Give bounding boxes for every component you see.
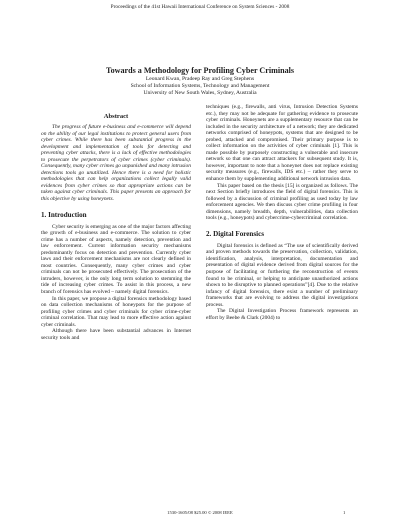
- forensics-paragraph-2: The Digital Investigation Process framework represents an effort by Beebe & Clark (2004) to: [206, 308, 358, 321]
- intro-paragraph-1: Cyber security is emerging as one of the major factors affecting the growth of e-business and e-commerce. The solution to cyber crime has a number of aspects, namely detection, prevention and law enforcement. Current information security mechanisms predominantly focus on detection and prevention. Currently cyber laws and their enforcement mechanisms are not clearly defined in most countries. Consequently, many cyber crimes and cyber criminals can not be prosecuted effectively. The prosecution of the intruders, however, is the only long term solution to stemming the tide of increasing cyber crimes. To assist in this process, a new branch of forensics has evolved – namely digital forensics.: [41, 223, 191, 296]
- paper-authors: Leonard Kwan, Pradeep Ray and Greg Stephens: [145, 76, 255, 82]
- paper-university: University of New South Wales, Sydney, Australia: [143, 90, 257, 97]
- running-header: Proceedings of the 41st Hawaii International Conference on System Sciences - 2008: [110, 4, 290, 10]
- forensics-paragraph-1: Digital forensics is defined as “The use of scientifically derived and proven methods towards the preservation, collection, validation, identification, analysis, interpretation, documentation and presentation of digital evidence derived from digital sources for the purpose of facilitating or furthering the reconstruction of events found to be criminal, or helping to anticipate unauthorized actions shown to be disruptive to planned operations”[4]. Due to the relative infancy of digital forensics, there exist a number of preliminary frameworks that are evolving to address the digital investigations process.: [206, 242, 358, 308]
- intro-paragraph-3-start: Although there have been substantial advances in Internet security tools and: [41, 328, 191, 341]
- abstract: [41, 124, 191, 203]
- footer-isbn: 1530-1605/08 $25.00 © 2008 IEEE: [167, 510, 233, 515]
- abstract-heading: Abstract: [103, 113, 129, 120]
- right-column: [206, 104, 358, 321]
- title-block: [40, 66, 360, 98]
- page-number: 1: [343, 510, 346, 515]
- section-heading-introduction: 1. Introduction: [41, 210, 87, 219]
- left-column: [41, 113, 191, 341]
- paper-title: Towards a Methodology for Profiling Cyber Criminals: [105, 66, 295, 75]
- intro-paragraph-2: In this paper, we propose a digital forensics methodology based on data collection mechanisms of honeypots for the purpose of profiling cyber crimes and cyber criminals for cyber crime-cyber criminal correlation. That may lead to more effective action against cyber criminals.: [41, 295, 191, 328]
- paper-affiliation: School of Information Systems, Technology and Management: [130, 83, 270, 90]
- intro-paragraph-4: This paper based on the thesis [15] is organized as follows. The next Section briefly introduces the field of digital forensics. This is followed by a discussion of criminal profiling as used today by law enforcement agencies. We then discuss cyber crime profiling in four dimensions, namely breadth, depth, vulnerabilities, data collection tools (e.g., honeypots) and cybercrime-cybercriminal correlation.: [206, 182, 358, 222]
- section-heading-digital-forensics: 2. Digital Forensics: [206, 229, 264, 238]
- intro-paragraph-3-continued: techniques (e.g., firewalls, anti virus, Intrusion Detection Systems etc.), they may not be adequate for gathering evidence to prosecute cyber criminals. Honeynets are a supplementary resource that can be included in the security architecture of a network; they are dedicated networks comprised of honeypots, systems that are designed to be probed, attacked and compromised. Their primary purpose is to collect information on the activities of cyber criminals [1]. This is made possible by purposely constructing a vulnerable and insecure network so that one can attract attackers for subsequent study. It is, however, important to note that a honeynet does not replace existing security measures (e.g., firewalls, IDS etc.) – rather they serve to enhance them by supplementing additional network intrusion data.: [206, 104, 358, 183]
- abstract-text: The progress of future e-business and e-commerce will depend on the ability of our legal institutions to protect general users from cyber crimes. While there has been substantial progress in the development and implementation of tools for detecting and preventing cyber attacks, there is a lack of effective methodologies to prosecute the perpetrators of cyber crimes (cyber criminals). Consequently, many cyber crimes go unpunished and many intrusion detections tools go unutilized. Hence there is a need for holistic methodologies that can help organizations collect legally valid evidences from cyber crimes so that appropriate actions can be taken against cyber criminals. This paper presents an approach for this objective by using honeynets.: [41, 124, 191, 203]
